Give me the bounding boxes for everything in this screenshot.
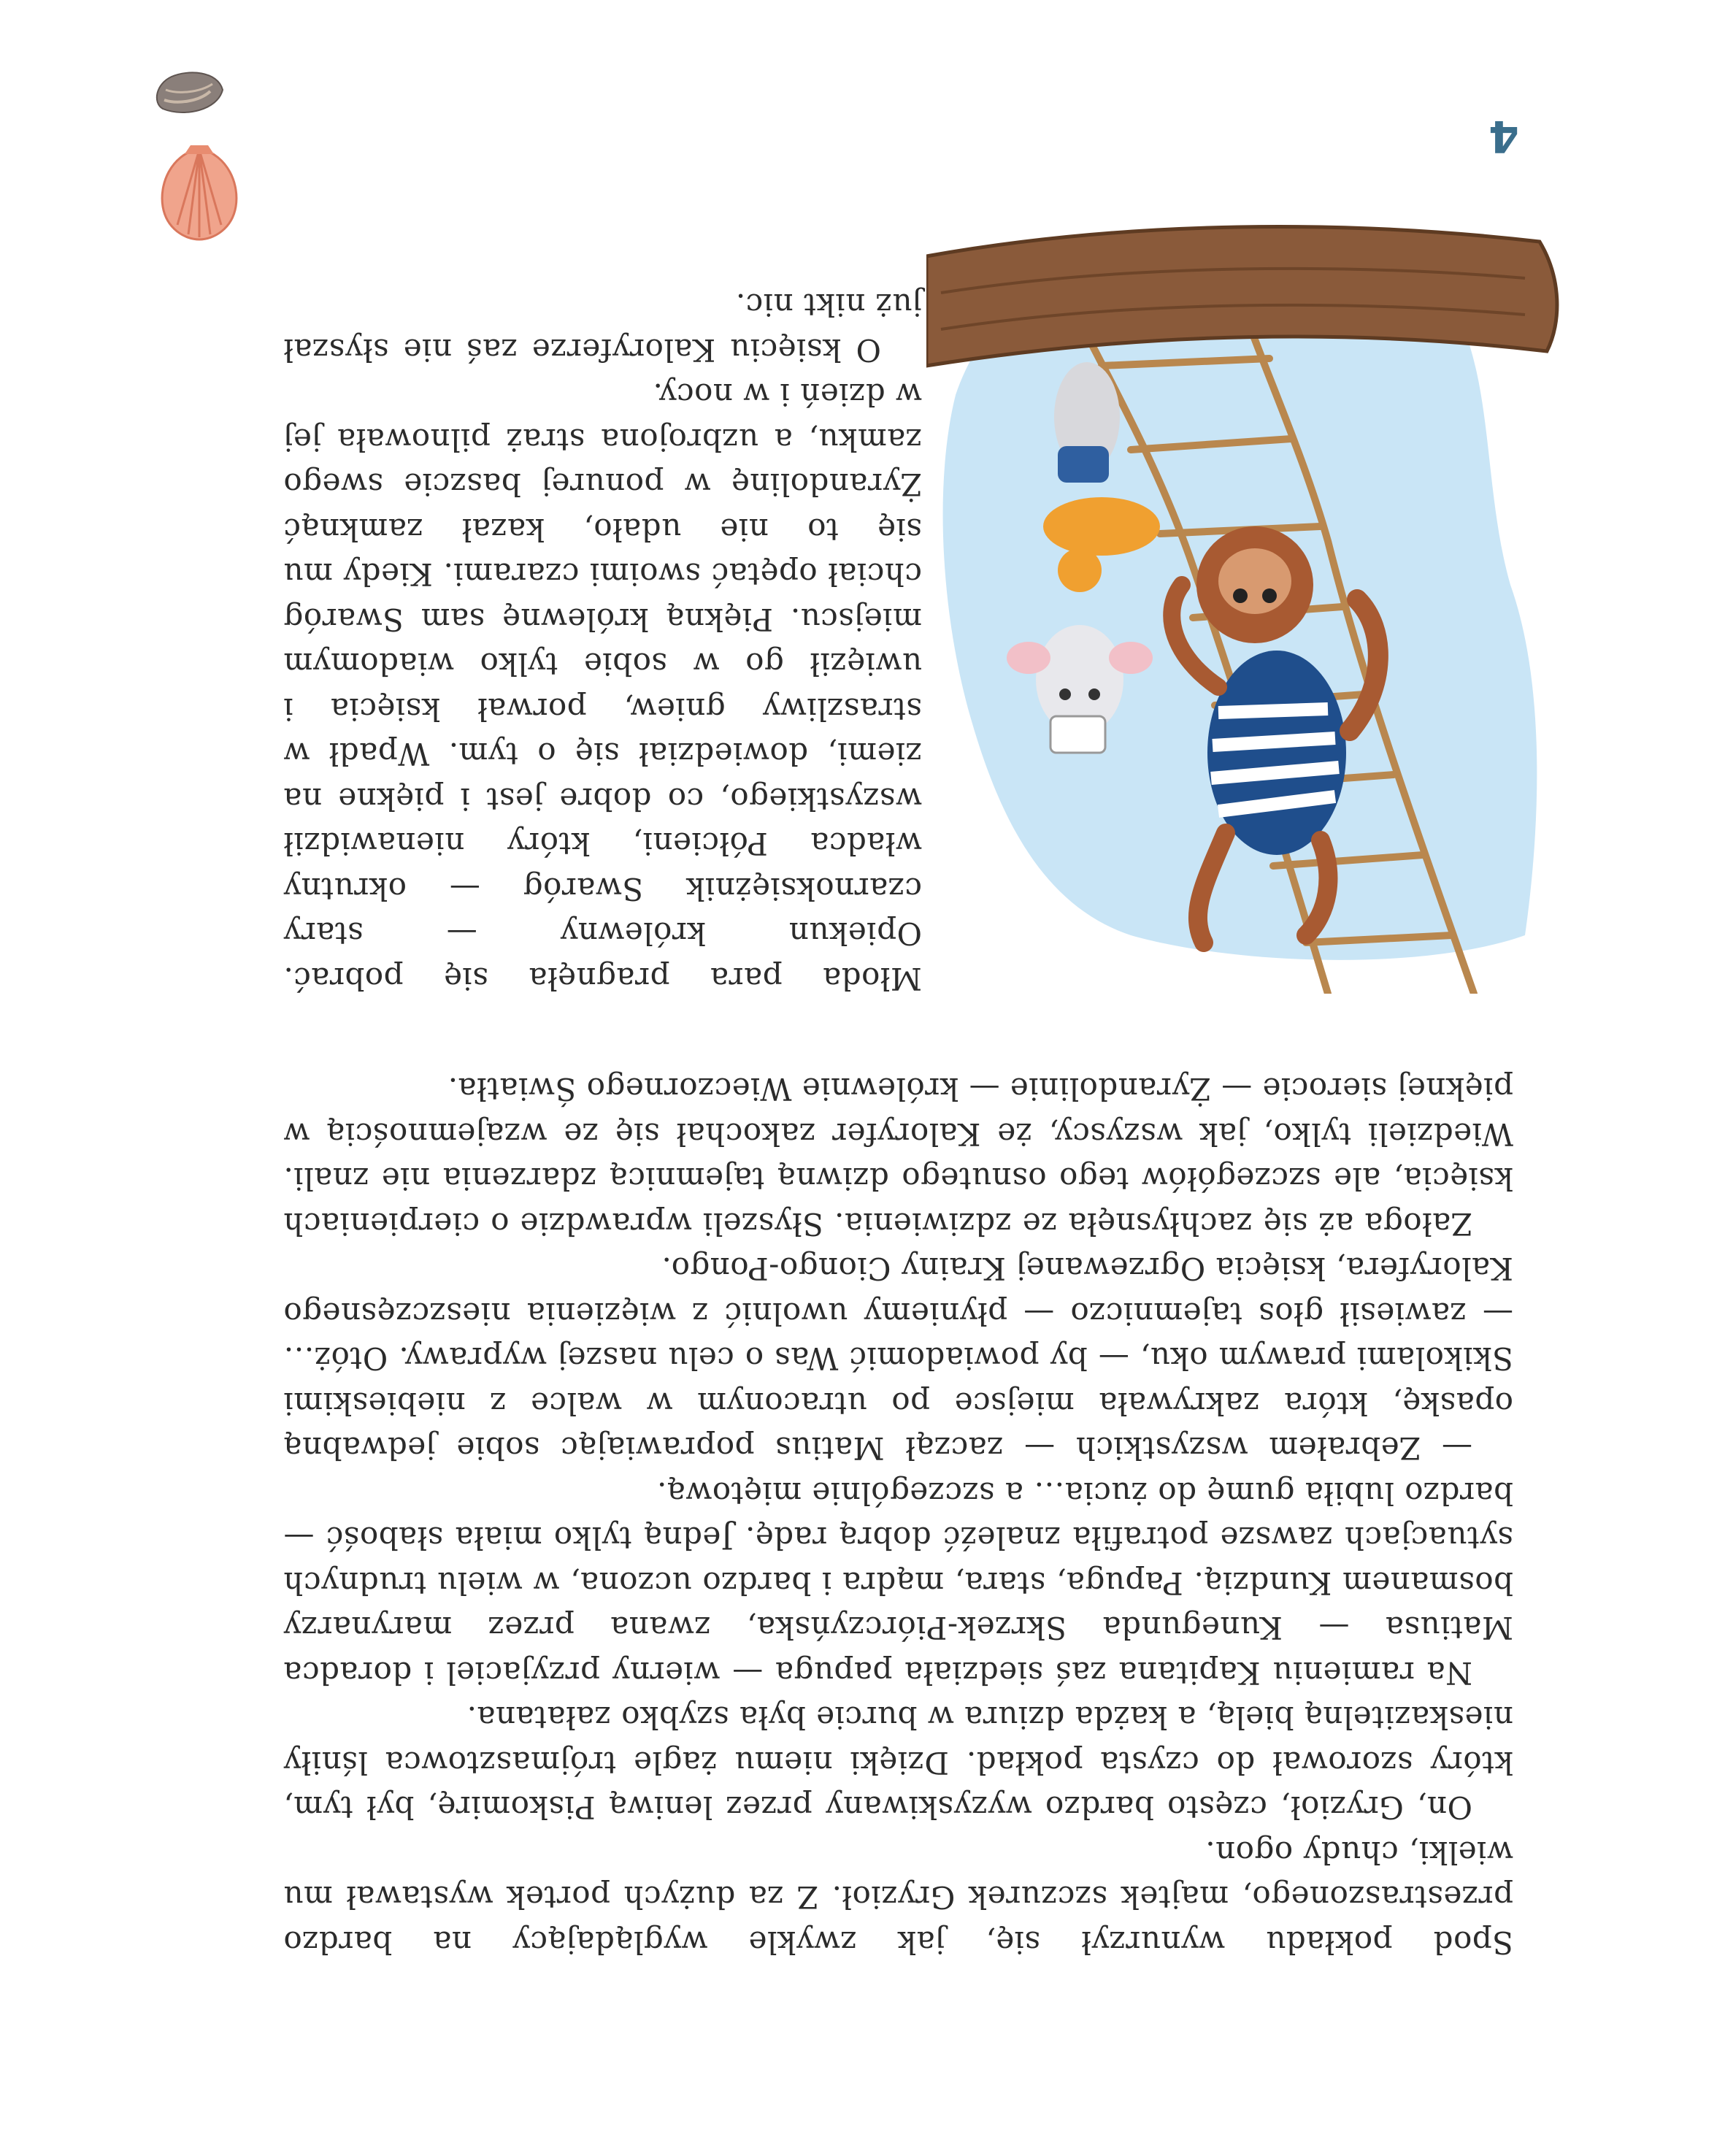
body-paragraph-3: Na ramieniu Kapitana zaś siedziała papuga — wierny przyjaciel i doradca Matiusa — Kunegunda Skrzek-Piórczyńska, zwana przez marynarzy bosmanem Kundzią. Papuga, stara, mądra i bardzo uczona, w wielu trudnych sytuacjach zawsze potrafiła znaleźć dobrą radę. Jedną tylko miała słabość — bardzo lubiła gumę do żucia… a szczególnie miętową. [283, 1476, 1513, 1691]
body-paragraph-5: Załoga aż się zachłysnęła ze zdziwienia. Słyszeli wprawdzie o cierpieniach księcia, ale szczegółów tego osnutego dziwną tajemnicą zdarzenia nie znali. Wiedzieli tylko, jak wszyscy, że Kaloryfer zakochał się ze wzajemnością w pięknej sierocie — Żyrandolinie — królewnie Wieczornego Światła. [283, 1071, 1513, 1242]
body-paragraph-2: On, Gryzioł, często bardzo wyzyskiwany przez leniwą Piskomirę, był tym, który szorował do czysta pokład. Dzięki niemu żagle trójmasztowca lśniły nieskazitelną bielą, a każda dziura w burcie była szybko załatana. [283, 1700, 1513, 1826]
column-paragraph-2: O księciu Kaloryferze zaś nie słyszał już nikt nic. [283, 287, 922, 368]
illustration-monkey-rope-ladder [926, 176, 1569, 994]
body-paragraph-4: — Zebrałem wszystkich — zaczął Matius poprawiając sobie jedwabną opaskę, która zakrywała miejsce po utraconym w walce z niebieskimi Skikolami prawym oku, — by powiadomić Was o celu naszej wyprawy. Otóż… — zawiesił głos tajemniczo — płyniemy uwolnić z więzienia nieszczęsnego Kaloryfera, księcia Ogrzewanej Krainy Ciongo-Pongo. [283, 1251, 1513, 1467]
body-paragraph-1: Spod pokładu wynurzył się, jak zwykle wyglądający na bardzo przestraszonego, majtek szczurek Gryzioł. Z za dużych portek wystawał mu wielki, chudy ogon. [283, 1835, 1513, 1960]
column-paragraph-1: Młoda para pragnęła się pobrać. Opiekun królewny — stary czarnoksiężnik Swaróg — okrutny władca Półcieni, który nienawidził wszystkiego, co dobre jest i piękne na ziemi, dowiedział się o tym. Wpadł w straszliwy gniew, porwał księcia i uwięził go w sobie tylko wiadomym miejscu. Piękną królewnę sam Swaróg chciał opętać swoimi czarami. Kiedy mu się to nie udało, kazał zamknąć Żyrandolinę w ponurej baszcie swego zamku, a uzbrojona straż pilnowała jej w dzień i w nocy. [283, 377, 922, 997]
page-number: 4 [1488, 110, 1519, 161]
scallop-shell-icon [155, 145, 243, 243]
pebble-shell-icon [152, 68, 228, 119]
body-text [283, 1067, 1513, 1965]
column-text [283, 283, 922, 1001]
